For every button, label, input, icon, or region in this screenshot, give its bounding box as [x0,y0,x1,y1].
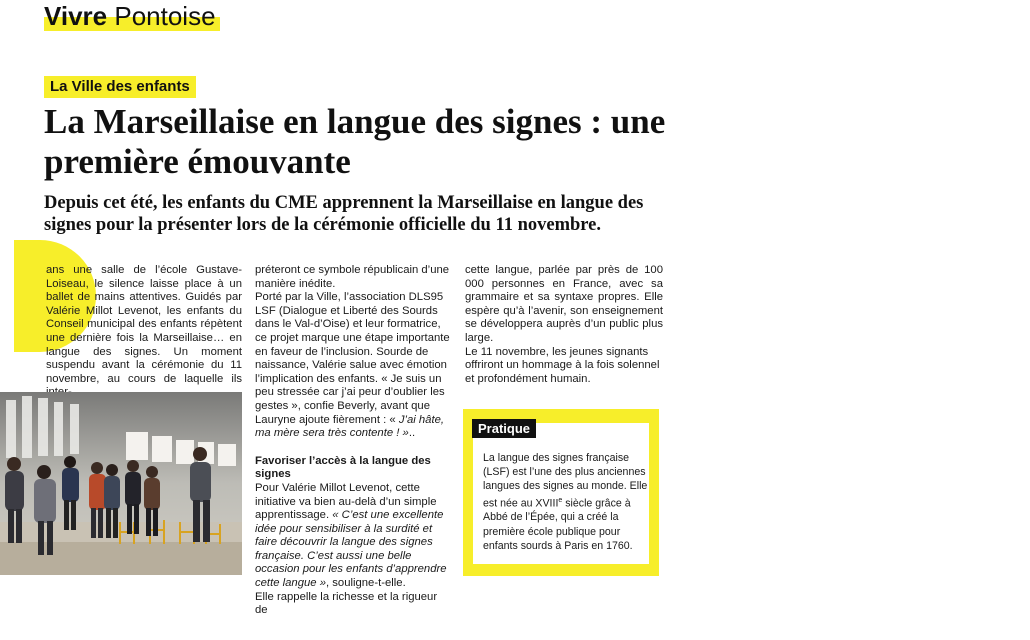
column-2-paragraph-3 [255,482,452,591]
masthead [44,0,220,34]
masthead-title-regular: Pontoise [107,1,216,31]
pratique-label: Pratique [472,419,536,438]
quote-lauryne: J’ai hâte, ma mère sera très contente ! » [255,413,445,440]
column-3 [465,264,663,386]
article-photo [0,392,242,575]
subheading: Favoriser l’accès à la langue des signes [255,454,431,481]
column-2-paragraph-2-end: .. [408,427,416,440]
pratique-text-b: siècle grâce à Abbé de l’Épée, qui a créé la première école publique pour enfants sourds à Paris en 1760. [483,497,633,552]
article-lede: Depuis cet été, les enfants du CME apprennent la Marseillaise en langue des signes pour la présenter lors de la cérémonie officielle du 11 novembre. [44,193,644,235]
column-3-paragraph-2: Le 11 novembre, les jeunes signants offriront un hommage à la fois solennel et profondément humain. [465,345,660,385]
column-3-paragraph-1: cette langue, parlée par près de 100 000 personnes en France, avec sa grammaire et sa syntaxe propres. Elle espère qu’à l’avenir, son enseignement se développera auprès d’un public plus large. [465,264,663,344]
pratique-text-a: La langue des signes française (LSF) est l’une des plus anciennes langues des signes au monde. Elle est née au XVIII [483,452,648,510]
pratique-text-sup: e [558,496,563,504]
pratique-text [483,451,653,553]
column-2-paragraph-3-end: , souligne-t-elle. [325,577,406,590]
article-title: La Marseillaise en langue des signes : une première émouvante [44,102,666,181]
photo-children-signing [0,392,242,575]
column-2-paragraph-3-text: Pour Valérie Millot Levenot, cette initiative va bien au-delà d’un simple apprentissage. [255,481,437,522]
column-2 [255,264,452,618]
column-2-paragraph-2-text: Porté par la Ville, l’association DLS95 LSF (Dialogue et Liberté des Sourds dans le Val-d’Oise) et leur formatrice, ce projet marque une étape importante en faveur de l’inclusion. Sourde de naissance, Valérie salue avec émotion l’implication des enfants. « Je suis un peu stressée car j’ai peur d’oublier les gestes », confie Beverly, avant que Lauryne ajoute fièrement : « [255,291,450,426]
column-2-paragraph-2 [255,291,452,441]
column-1 [46,264,242,400]
column-2-paragraph-4: Elle rappelle la richesse et la rigueur de [255,590,438,617]
column-1-paragraph: ans une salle de l’école Gustave-Loiseau, le silence laisse place à un ballet de mains attentives. Guidés par Valérie Millot Levenot, les enfants du Conseil municipal des enfants répètent une dernière fois la Marseillaise… en langue des signes. Un moment suspendu avant la cérémonie du 11 novembre, au cours de laquelle ils [46,264,242,385]
section-rubric: La Ville des enfants [44,76,196,98]
quote-valerie: « C’est une excellente idée pour sensibiliser à la surdité et faire découvrir la langue des signes française. C’est aussi une belle occasion pour les enfants d’apprendre cette langue » [255,509,447,590]
masthead-title-bold: Vivre [44,1,108,31]
column-2-paragraph-1: préteront ce symbole républicain d’une manière inédite. [255,264,450,290]
